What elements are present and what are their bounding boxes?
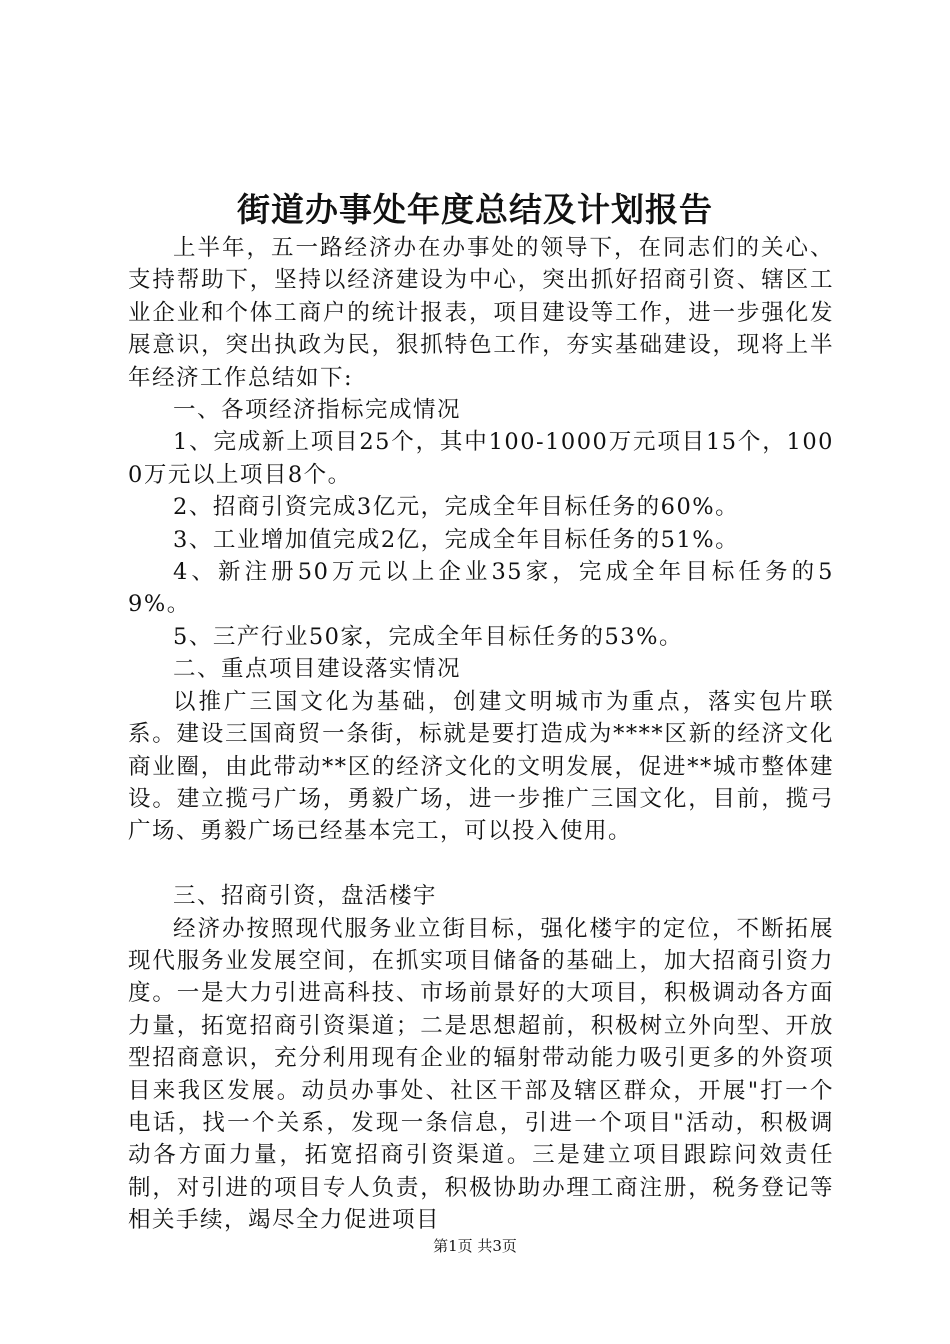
- document-title: 街道办事处年度总结及计划报告: [237, 190, 713, 229]
- page-footer: 第1页 共3页: [433, 1237, 517, 1255]
- intro-paragraph: 上半年，五一路经济办在办事处的领导下，在同志们的关心、支持帮助下，坚持以经济建设为中心，突出抓好招商引资、辖区工业企业和个体工商户的统计报表，项目建设等工作，进一步强化发展意识，突出执政为民，狠抓特色工作，夯实基础建设，现将上半年经济工作总结如下:: [128, 235, 834, 391]
- list-item-2: 2、招商引资完成3亿元，完成全年目标任务的60%。: [173, 494, 740, 521]
- section-3-paragraph: 经济办按照现代服务业立街目标，强化楼宇的定位，不断拓展现代服务业发展空间，在抓实项目储备的基础上，加大招商引资力度。一是大力引进高科技、市场前景好的大项目，积极调动各方面力量，拓宽招商引资渠道；二是思想超前，积极树立外向型、开放型招商意识，充分利用现有企业的辐射带动能力吸引更多的外资项目来我区发展。动员办事处、社区干部及辖区群众，开展"打一个电话，找一个关系，发现一条信息，引进一个项目"活动，积极调动各方面力量，拓宽招商引资渠道。三是建立项目跟踪问效责任制，对引进的项目专人负责，积极协助办理工商注册，税务登记等相关手续，竭尽全力促进项目: [128, 915, 834, 1234]
- list-item-3: 3、工业增加值完成2亿，完成全年目标任务的51%。: [173, 526, 740, 553]
- document-body: [128, 232, 834, 1237]
- section-heading-2: 二、重点项目建设落实情况: [173, 656, 462, 683]
- list-item-5: 5、三产行业50家，完成全年目标任务的53%。: [173, 623, 683, 650]
- section-2-paragraph: 以推广三国文化为基础，创建文明城市为重点，落实包片联系。建设三国商贸一条街，标就是要打造成为****区新的经济文化商业圈，由此带动**区的经济文化的文明发展，促进**城市整体建设。建立揽弓广场，勇毅广场，进一步推广三国文化，目前，揽弓广场、勇毅广场已经基本完工，可以投入使用。: [128, 688, 834, 845]
- list-item-1: 1、完成新上项目25个，其中100-1000万元项目15个，1000万元以上项目8个。: [128, 429, 834, 488]
- section-heading-3: 三、招商引资，盘活楼宇: [173, 883, 438, 910]
- list-item-4: 4、新注册50万元以上企业35家，完成全年目标任务的59%。: [128, 559, 834, 618]
- blank-line: [128, 848, 834, 880]
- section-heading-1: 一、各项经济指标完成情况: [173, 397, 462, 424]
